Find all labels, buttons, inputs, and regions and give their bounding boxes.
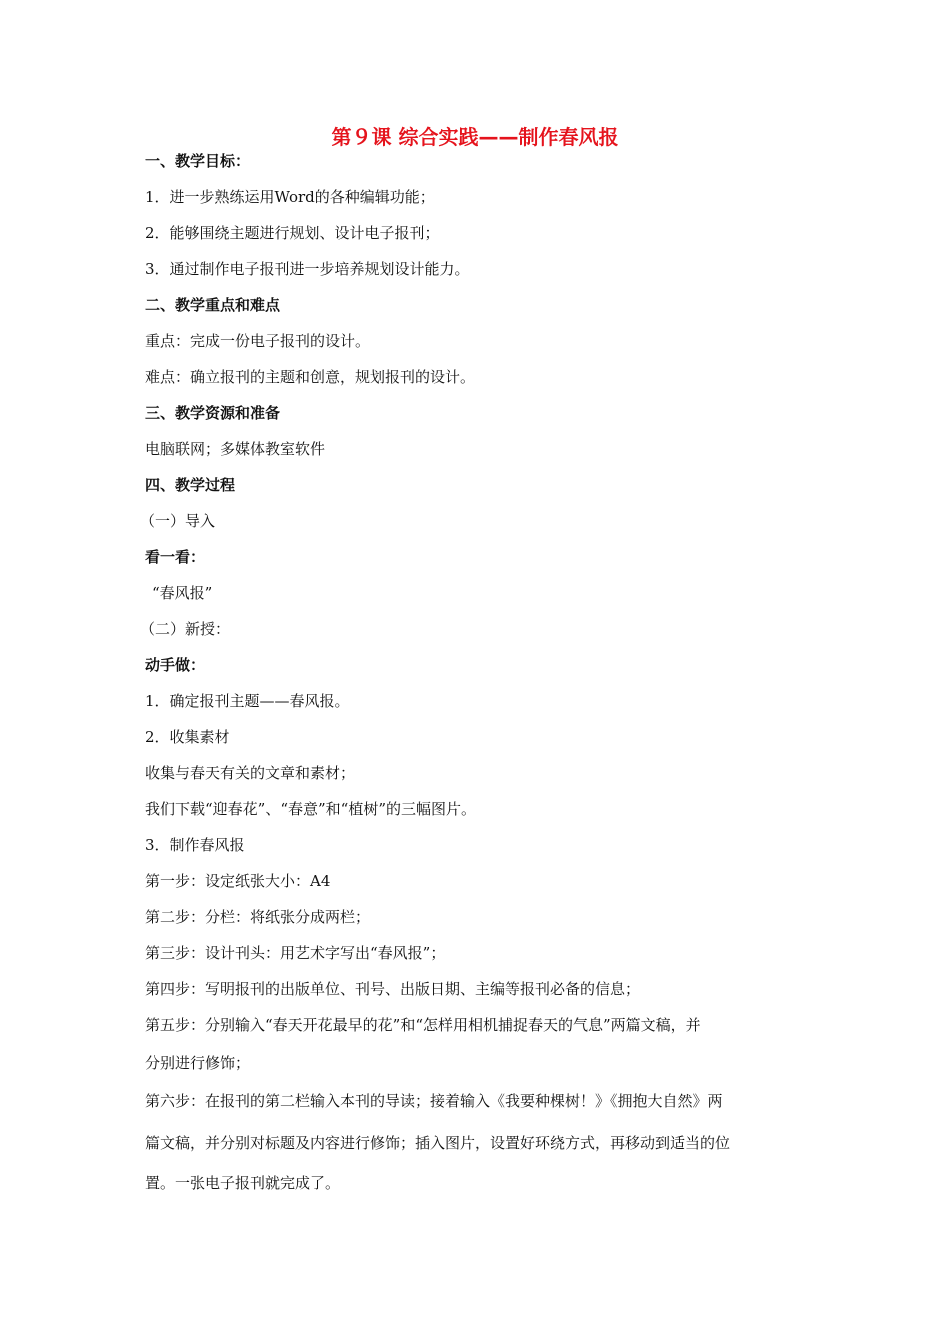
step-line: 1．确定报刊主题——春风报。 <box>145 692 350 710</box>
objective-item: 3．通过制作电子报刊进一步培养规划设计能力。 <box>145 260 470 278</box>
section-heading-objectives: 一、教学目标： <box>145 152 251 170</box>
section-heading-resources: 三、教学资源和准备 <box>145 404 281 422</box>
step-line: 第四步：写明报刊的出版单位、刊号、出版日期、主编等报刊必备的信息； <box>145 980 641 998</box>
section-heading-key-points: 二、教学重点和难点 <box>145 296 281 314</box>
step-six-line: 置。一张电子报刊就完成了。 <box>145 1174 341 1192</box>
subsection-new: （二）新授： <box>140 620 231 638</box>
step-five-line: 第五步：分别输入“春天开花最早的花”和“怎样用相机捕捉春天的气息”两篇文稿，并 <box>145 1016 701 1034</box>
step-line: 第三步：设计刊头：用艺术字写出“春风报”； <box>145 944 446 962</box>
section-heading-process: 四、教学过程 <box>145 476 236 494</box>
do-label: 动手做： <box>145 656 206 674</box>
resources-text: 电脑联网；多媒体教室软件 <box>145 440 326 458</box>
objective-item: 1．进一步熟练运用Word的各种编辑功能； <box>145 188 435 206</box>
step-six-line: 篇文稿，并分别对标题及内容进行修饰；插入图片，设置好环绕方式，再移动到适当的位 <box>145 1134 731 1152</box>
step-line: 3．制作春风报 <box>145 836 245 854</box>
document-title: 第９课 综合实践——制作春风报 <box>331 125 619 149</box>
look-label: 看一看： <box>145 548 206 566</box>
difficult-point-text: 难点：确立报刊的主题和创意，规划报刊的设计。 <box>145 368 476 386</box>
step-six-line: 第六步：在报刊的第二栏输入本刊的导读；接着输入《我要种棵树！》《拥抱大自然》两 <box>145 1092 723 1110</box>
step-line: 我们下载“迎春花”、“春意”和“植树”的三幅图片。 <box>145 800 477 818</box>
step-line: 第二步：分栏：将纸张分成两栏； <box>145 908 371 926</box>
step-line: 收集与春天有关的文章和素材； <box>145 764 356 782</box>
step-five-line: 分别进行修饰； <box>145 1054 251 1072</box>
objective-item: 2．能够围绕主题进行规划、设计电子报刊； <box>145 224 440 242</box>
subsection-intro: （一）导入 <box>140 512 216 530</box>
look-text: “春风报” <box>152 584 213 602</box>
step-line: 2．收集素材 <box>145 728 230 746</box>
key-point-text: 重点：完成一份电子报刊的设计。 <box>145 332 371 350</box>
step-line: 第一步：设定纸张大小：A4 <box>145 872 331 890</box>
